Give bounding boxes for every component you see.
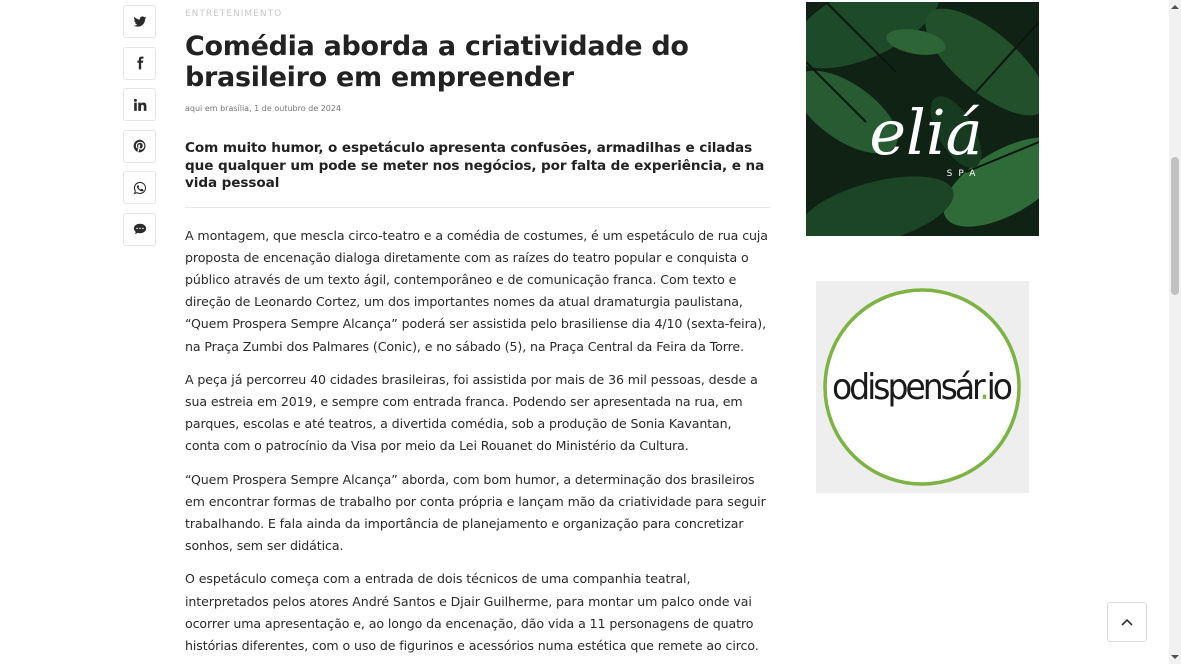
scroll-down-arrow-icon[interactable] bbox=[1171, 653, 1179, 661]
article-paragraph: O espetáculo começa com a entrada de dois técnicos de uma companhia teatral, interpretados pelos atores André Santos e Djair Guilherme, para montar um palco onde vai ocorrer uma apresentação e, ao longo da encenação, dão vida a 11 personagens de quatro histórias diferentes, com o uso de figurinos e acessórios numa estética que remete ao circo. bbox=[185, 571, 759, 653]
article-meta: aqui em brasília, 1 de outubro de 2024 bbox=[185, 104, 342, 113]
odispensario-logo-text: odispensár.io bbox=[832, 367, 1010, 408]
article-lead: Com muito humor, o espetáculo apresenta confusões, armadilhas e ciladas que qualquer um pode se meter nos negócios, por falta de experiência, e na vida pessoal bbox=[185, 140, 770, 208]
share-pinterest-button[interactable] bbox=[123, 130, 156, 163]
article-title: Comédia aborda a criatividade do brasileiro em empreender bbox=[185, 31, 689, 93]
twitter-icon bbox=[133, 15, 147, 29]
scroll-up-arrow-icon[interactable] bbox=[1171, 3, 1179, 11]
article-body bbox=[185, 225, 770, 658]
share-facebook-button[interactable] bbox=[123, 47, 156, 80]
comment-icon bbox=[133, 222, 147, 236]
chevron-up-icon bbox=[1120, 615, 1134, 629]
ad-odispensario[interactable] bbox=[816, 281, 1029, 493]
back-to-top-button[interactable] bbox=[1107, 602, 1147, 642]
linkedin-icon bbox=[133, 98, 147, 112]
article-paragraph: A peça já percorreu 40 cidades brasileiras, foi assistida por mais de 36 mil pessoas, desde a sua estreia em 2019, e sempre com entrada franca. Podendo ser apresentada na rua, em parques, escolas e até teatros, a divertida comédia, sob a produção de Sonia Kavantan, conta com o patrocínio da Visa por meio da Lei Rouanet do Ministério da Cultura. bbox=[185, 371, 758, 454]
odispensario-banner-image bbox=[816, 281, 1029, 493]
ad-elia-spa[interactable] bbox=[806, 2, 1039, 236]
category-label[interactable]: ENTRETENIMENTO bbox=[185, 9, 283, 19]
article-paragraph: “Quem Prospera Sempre Alcança” aborda, com bom humor, a determinação dos brasileiros em encontrar formas de trabalho por conta própria e lançam mão da criatividade para seguir trabalhando. E fala ainda da importância de planejamento e organização para concretizar sonhos, sem ser didática. bbox=[185, 471, 766, 554]
elia-tagline-text: SPA bbox=[946, 169, 982, 179]
scrollbar-thumb[interactable] bbox=[1171, 157, 1179, 295]
pinterest-icon bbox=[133, 139, 147, 153]
share-whatsapp-button[interactable] bbox=[123, 171, 156, 204]
share-rail bbox=[123, 5, 158, 254]
article-paragraph: A montagem, que mescla circo-teatro e a comédia de costumes, é um espetáculo de rua cuja proposta de encenação dialoga diretamente com as raízes do teatro popular e conquista o público através de um texto ágil, contemporâneo e de comunicação franca. Com texto e direção de Leonardo Cortez, um dos importantes nomes da atual dramaturgia paulistana, “Quem Prospera Sempre Alcança” poderá ser assistida pelo brasiliense dia 4/10 (sexta-feira), na Praça Zumbi dos Palmares (Conic), e no sábado (5), na Praça Central da Feira da Torre. bbox=[185, 227, 768, 354]
elia-logo-text: eliá bbox=[869, 96, 983, 169]
article bbox=[185, 0, 770, 668]
share-twitter-button[interactable] bbox=[123, 5, 156, 38]
share-linkedin-button[interactable] bbox=[123, 88, 156, 121]
elia-banner-image bbox=[806, 2, 1039, 236]
share-comment-button[interactable] bbox=[123, 213, 156, 246]
page-scrollbar[interactable] bbox=[1169, 0, 1181, 664]
whatsapp-icon bbox=[133, 181, 147, 195]
facebook-icon bbox=[133, 56, 147, 70]
